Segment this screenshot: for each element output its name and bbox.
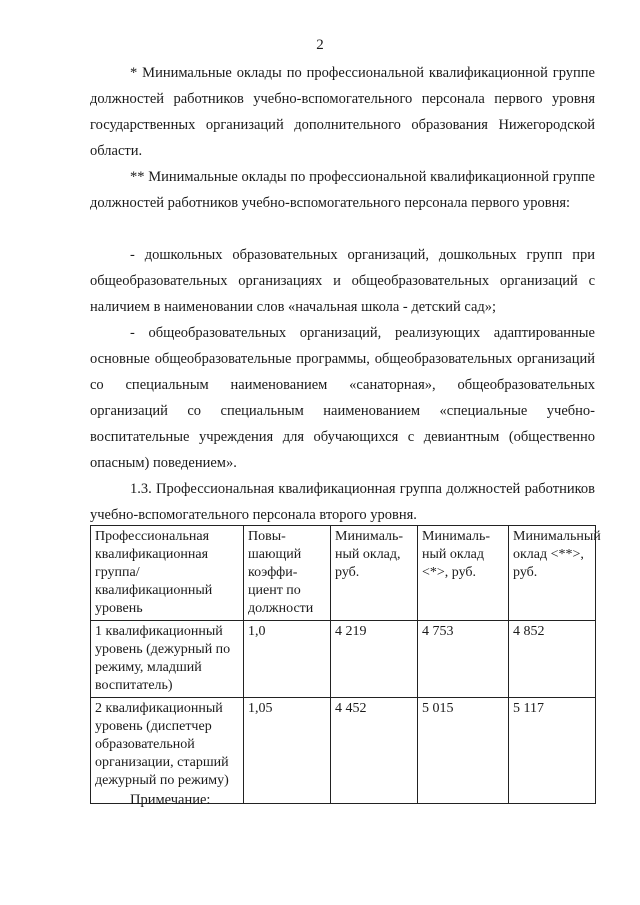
paragraph-text: 1.3. Профессиональная квалификационная группа должностей работников учебно-вспомогательного персонала второго уровня. <box>90 481 595 523</box>
paragraph-text: - дошкольных образовательных организаций, дошкольных групп при общеобразовательных организациях и общеобразовательных организаций с наличием в наименовании слов «начальная школа - детский сад»; <box>90 247 595 315</box>
table-cell: 4 219 <box>331 621 418 698</box>
paragraph-text: ** Минимальные оклады по профессиональной квалификационной группе должностей работников учебно-вспомогательного персонала первого уровня: <box>90 169 595 211</box>
table-row <box>91 698 596 804</box>
header-min-salary: Минималь-ный оклад, руб. <box>331 526 418 621</box>
paragraph-list-item-1 <box>90 242 595 320</box>
table-cell: 1 квалификационный уровень (дежурный по режиму, младший воспитатель) <box>91 621 244 698</box>
section-heading-1-3 <box>90 476 595 528</box>
header-group-level: Профессиональная квалификационная группа/квалификационный уровень <box>91 526 244 621</box>
page-number: 2 <box>316 37 324 53</box>
header-coefficient: Повы-шающий коэффи-циент по должности <box>244 526 331 621</box>
paragraph-text: - общеобразовательных организаций, реализующих адаптированные основные общеобразовательные программы, общеобразовательных организаций со специальным наименованием «санаторная», общеобразовательных организаций со специальным наименованием «специальные учебно-воспитательные учреждения для обучающихся с девиантным (общественно опасным) поведением». <box>90 325 595 471</box>
table-cell: 4 753 <box>418 621 509 698</box>
table-header-row <box>91 526 596 621</box>
header-min-salary-double-star: Минимальный оклад <**>, руб. <box>509 526 596 621</box>
table-cell: 2 квалификационный уровень (диспетчер образовательной организации, старший дежурный по режиму) <box>91 698 244 804</box>
table-cell: 1,05 <box>244 698 331 804</box>
table-row <box>91 621 596 698</box>
note-label: Примечание: <box>130 792 211 808</box>
paragraph-list-item-2 <box>90 320 595 476</box>
paragraph-footnote-2 <box>90 164 595 216</box>
paragraph-text: * Минимальные оклады по профессиональной квалификационной группе должностей работников учебно-вспомогательного персонала первого уровня государственных организаций дополнительного образования Нижегородской области. <box>90 65 595 159</box>
table-cell: 5 015 <box>418 698 509 804</box>
salary-table <box>90 525 601 804</box>
table-cell: 4 852 <box>509 621 596 698</box>
header-min-salary-star: Минималь-ный оклад <*>, руб. <box>418 526 509 621</box>
table-cell: 1,0 <box>244 621 331 698</box>
table-cell: 4 452 <box>331 698 418 804</box>
table-cell: 5 117 <box>509 698 596 804</box>
paragraph-footnote-1 <box>90 60 595 164</box>
